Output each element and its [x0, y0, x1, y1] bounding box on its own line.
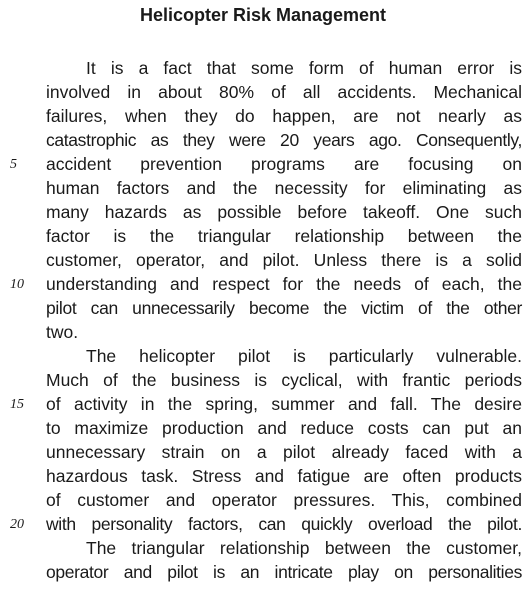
text-line-15: of activity in the spring, summer and fall. The desire [46, 394, 522, 414]
text-line-22: operator and pilot is an intricate play on personalities [46, 562, 522, 582]
text-line-20: with personality factors, can quickly overload the pilot. [46, 514, 522, 534]
text-line-7: many hazards as possible before takeoff. One such [46, 202, 522, 222]
text-line-5: accident prevention programs are focusing on [46, 154, 522, 174]
text-line-11: pilot can unnecessarily become the victim of the other [46, 298, 522, 318]
line-number-5: 5 [10, 157, 17, 172]
document-title: Helicopter Risk Management [139, 5, 387, 25]
line-number-10: 10 [10, 277, 24, 292]
text-line-14: Much of the business is cyclical, with frantic periods [46, 370, 522, 390]
text-line-10: understanding and respect for the needs of each, the [46, 274, 522, 294]
text-line-2: involved in about 80% of all accidents. Mechanical [46, 82, 522, 102]
line-number-15: 15 [10, 397, 24, 412]
text-line-17: unnecessary strain on a pilot already faced with a [46, 442, 522, 462]
text-line-19: of customer and operator pressures. This, combined [46, 490, 522, 510]
text-line-21: The triangular relationship between the customer, [86, 538, 522, 558]
text-line-6: human factors and the necessity for eliminating as [46, 178, 522, 198]
text-line-1: It is a fact that some form of human error is [86, 58, 522, 78]
text-line-18: hazardous task. Stress and fatigue are often products [46, 466, 522, 486]
text-line-3: failures, when they do happen, are not nearly as [46, 106, 522, 126]
text-line-8: factor is the triangular relationship between the [46, 226, 522, 246]
text-line-13: The helicopter pilot is particularly vulnerable. [86, 346, 522, 366]
text-line-4: catastrophic as they were 20 years ago. Consequently, [46, 130, 522, 150]
text-line-12: two. [46, 322, 79, 342]
text-line-16: to maximize production and reduce costs can put an [46, 418, 522, 438]
text-line-9: customer, operator, and pilot. Unless there is a solid [46, 250, 522, 270]
line-number-20: 20 [10, 517, 24, 532]
